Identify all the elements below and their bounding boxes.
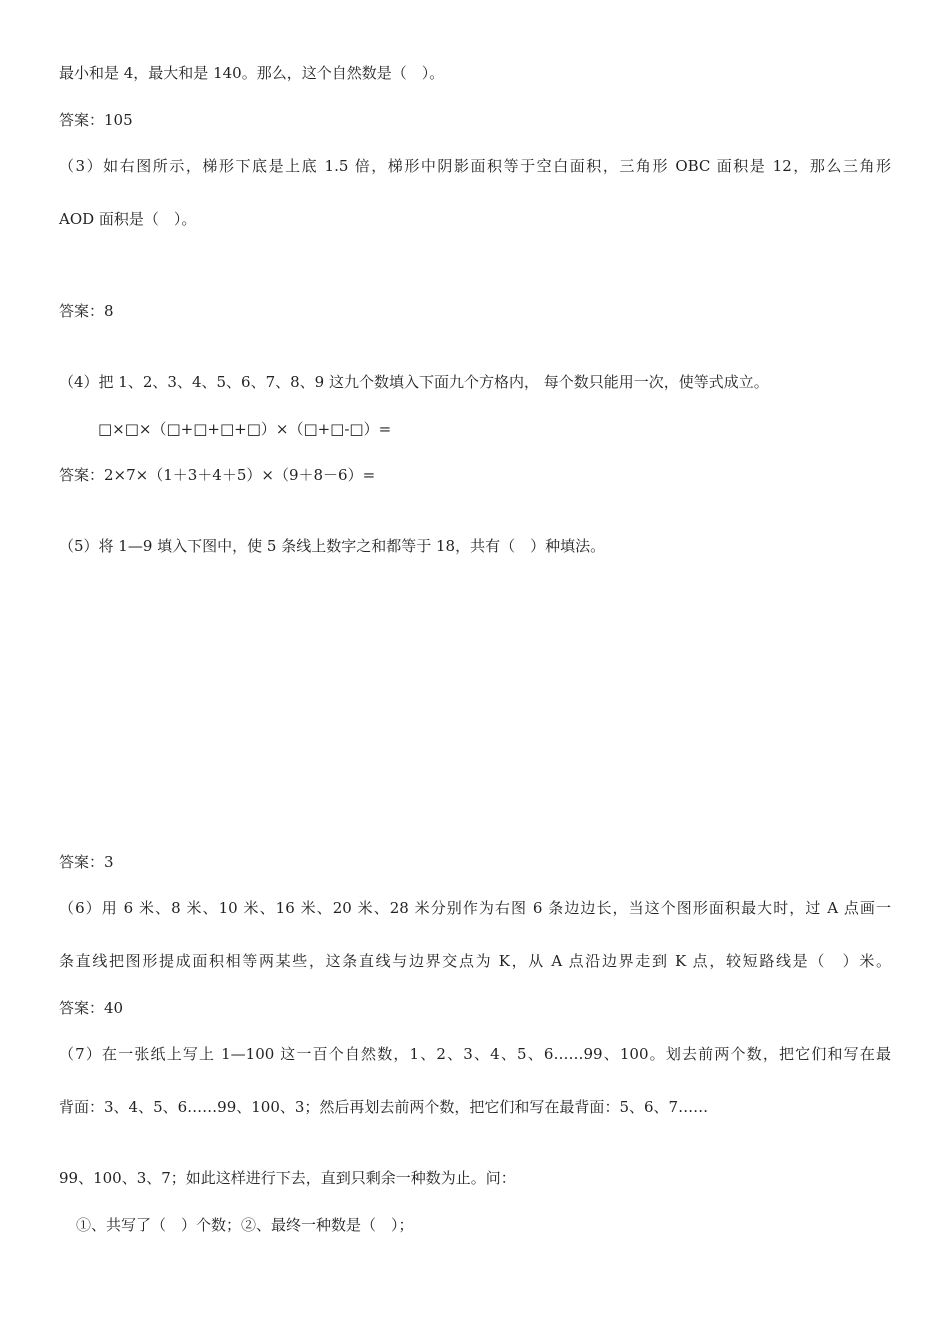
- question-6-line-2: 条直线把图形提成面积相等两某些，这条直线与边界交点为 K，从 A 点沿边界走到 K 点，较短路线是（ ）米。: [59, 952, 891, 970]
- question-4-line: （4）把 1、2、3、4、5、6、7、8、9 这九个数填入下面九个方格内， 每个数只能用一次，使等式成立。: [59, 373, 769, 391]
- question-3-line-1: （3）如右图所示，梯形下底是上底 1.5 倍，梯形中阴影面积等于空白面积，三角形 OBC 面积是 12，那么三角形: [59, 157, 891, 175]
- answer-line-equation: 答案：2×7×（1＋3＋4＋5）×（9＋8－6）=: [59, 466, 376, 484]
- equation-template: □×□×（□+□+□+□）×（□+□-□）=: [98, 420, 392, 438]
- question-7-line-3: 99、100、3、7；如此这样进行下去，直到只剩余一种数为止。问：: [59, 1169, 516, 1187]
- text-line-1: 最小和是 4，最大和是 140。那么，这个自然数是（ ）。: [59, 64, 445, 82]
- question-7-subquestions: ①、共写了（ ）个数；②、最终一种数是（ ）；: [76, 1216, 414, 1234]
- answer-line-40: 答案：40: [59, 999, 124, 1017]
- answer-line-8: 答案：8: [59, 302, 114, 320]
- question-6-line-1: （6）用 6 米、8 米、10 米、16 米、20 米、28 米分别作为右图 6 条边边长，当这个图形面积最大时，过 A 点画一: [59, 899, 891, 917]
- answer-line-3: 答案：3: [59, 853, 114, 871]
- question-3-line-2: AOD 面积是（ ）。: [59, 210, 197, 228]
- question-7-line-2: 背面：3、4、5、6……99、100、3；然后再划去前两个数，把它们和写在最背面：5、6、7……: [59, 1098, 709, 1116]
- question-7-line-1: （7）在一张纸上写上 1—100 这一百个自然数，1、2、3、4、5、6……99、100。划去前两个数，把它们和写在最: [59, 1045, 891, 1063]
- answer-line-105: 答案：105: [59, 111, 133, 129]
- question-5-line: （5）将 1—9 填入下图中，使 5 条线上数字之和都等于 18，共有（ ）种填法。: [59, 537, 606, 555]
